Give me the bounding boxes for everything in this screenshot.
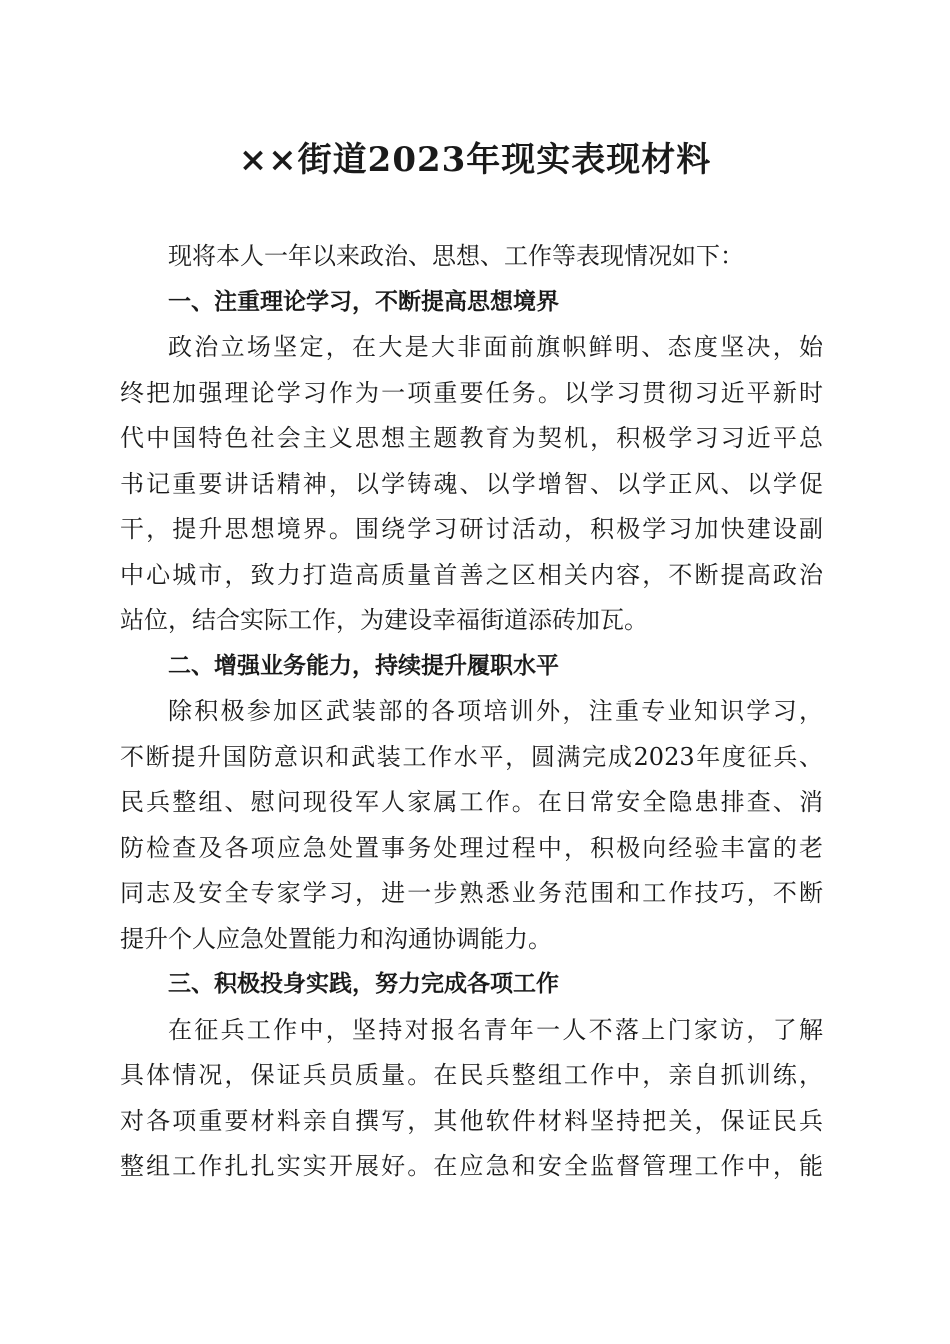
document-title: ××街道2023年现实表现材料 [238, 140, 712, 180]
section-heading: 三、积极投身实践，努力完成各项工作 [168, 971, 559, 997]
paragraph-line: 除积极参加区武装部的各项培训外，注重专业知识学习， [168, 697, 823, 725]
paragraph-line: 书记重要讲话精神，以学铸魂、以学增智、以学正风、以学促 [120, 469, 823, 498]
paragraph-line: 防检查及各项应急处置事务处理过程中，积极向经验丰富的老 [120, 833, 823, 862]
paragraph-line: 对各项重要材料亲自撰写，其他软件材料坚持把关，保证民兵 [120, 1106, 823, 1135]
section-heading: 二、增强业务能力，持续提升履职水平 [168, 652, 559, 679]
paragraph-line: 政治立场坚定，在大是大非面前旗帜鲜明、态度坚决，始 [168, 333, 823, 361]
paragraph-line: 现将本人一年以来政治、思想、工作等表现情况如下： [168, 242, 744, 270]
paragraph-line: 终把加强理论学习作为一项重要任务。以学习贯彻习近平新时 [120, 378, 823, 407]
paragraph-line: 站位，结合实际工作，为建设幸福街道添砖加瓦。 [120, 606, 648, 634]
paragraph-line: 在征兵工作中，坚持对报名青年一人不落上门家访，了解 [168, 1015, 823, 1044]
document-body [120, 234, 823, 1190]
paragraph-line: 提升个人应急处置能力和沟通协调能力。 [120, 924, 552, 953]
section-heading: 一、注重理论学习，不断提高思想境界 [168, 288, 559, 315]
paragraph-line: 整组工作扎扎实实开展好。在应急和安全监督管理工作中，能 [120, 1152, 823, 1180]
paragraph-line: 民兵整组、慰问现役军人家属工作。在日常安全隐患排查、消 [120, 788, 823, 816]
paragraph-line: 代中国特色社会主义思想主题教育为契机，积极学习习近平总 [120, 424, 823, 452]
paragraph-line: 干，提升思想境界。围绕学习研讨活动，积极学习加快建设副 [120, 515, 823, 543]
paragraph-line: 同志及安全专家学习，进一步熟悉业务范围和工作技巧，不断 [120, 879, 823, 907]
paragraph-line: 具体情况，保证兵员质量。在民兵整组工作中，亲自抓训练， [120, 1061, 823, 1089]
paragraph-line: 不断提升国防意识和武装工作水平，圆满完成2023年度征兵、 [120, 742, 823, 771]
paragraph-line: 中心城市，致力打造高质量首善之区相关内容，不断提高政治 [120, 560, 823, 589]
